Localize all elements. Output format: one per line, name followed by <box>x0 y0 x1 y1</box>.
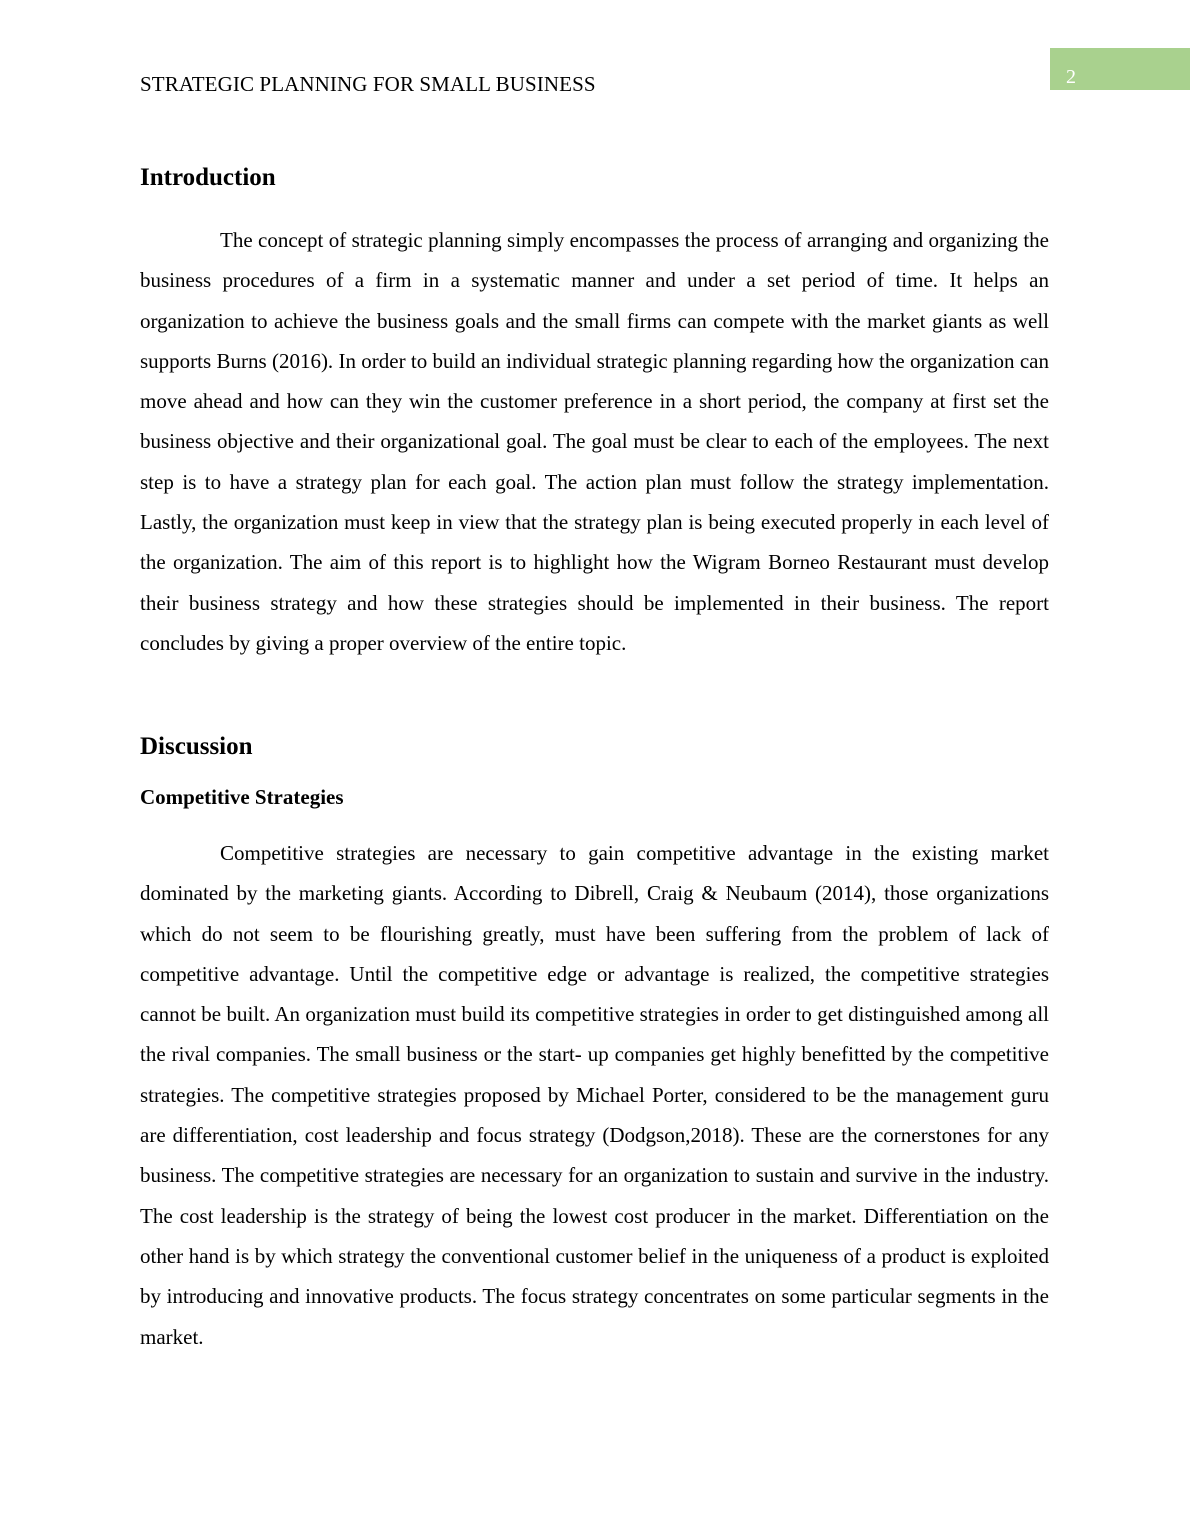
page-number-box <box>1050 48 1190 90</box>
running-head: STRATEGIC PLANNING FOR SMALL BUSINESS <box>140 72 596 96</box>
introduction-paragraph: The concept of strategic planning simply encompasses the process of arranging and organizing the business procedures of a firm in a systematic manner and under a set period of time. It helps an organization to achieve the business goals and the small firms can compete with the market giants as well supports Burns (2016). In order to build an individual strategic planning regarding how the organization can move ahead and how can they win the customer preference in a short period, the company at first set the business objective and their organizational goal. The goal must be clear to each of the employees. The next step is to have a strategy plan for each goal. The action plan must follow the strategy implementation. Lastly, the organization must keep in view that the strategy plan is being executed properly in each level of the organization. The aim of this report is to highlight how the Wigram Borneo Restaurant must develop their business strategy and how these strategies should be implemented in their business. The report concludes by giving a proper overview of the entire topic. <box>140 228 1049 655</box>
introduction-heading: Introduction <box>140 164 276 191</box>
competitive-strategies-subheading: Competitive Strategies <box>140 785 344 809</box>
competitive-strategies-paragraph: Competitive strategies are necessary to gain competitive advantage in the existing market dominated by the marketing giants. According to Dibrell, Craig & Neubaum (2014), those organizations which do not seem to be flourishing greatly, must have been suffering from the problem of lack of competitive advantage. Until the competitive edge or advantage is realized, the competitive strategies cannot be built. An organization must build its competitive strategies in order to get distinguished among all the rival companies. The small business or the start- up companies get highly benefitted by the competitive strategies. The competitive strategies proposed by Michael Porter, considered to be the management guru are differentiation, cost leadership and focus strategy (Dodgson,2018). These are the cornerstones for any business. The competitive strategies are necessary for an organization to sustain and survive in the industry. The cost leadership is the strategy of being the lowest cost producer in the market. Differentiation on the other hand is by which strategy the conventional customer belief in the uniqueness of a product is exploited by introducing and innovative products. The focus strategy concentrates on some particular segments in the market. <box>140 841 1049 1349</box>
discussion-heading: Discussion <box>140 733 253 760</box>
page-number: 2 <box>1066 66 1076 88</box>
